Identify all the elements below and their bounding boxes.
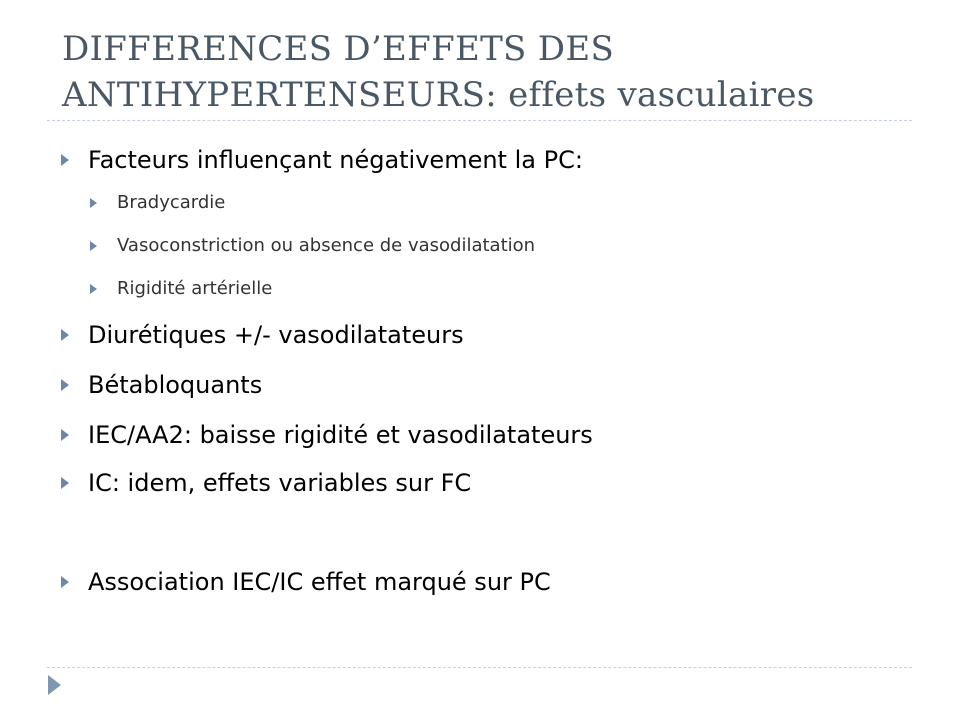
triangle-marker-icon xyxy=(48,675,61,695)
triangle-bullet-icon xyxy=(61,379,69,391)
triangle-bullet-icon xyxy=(90,284,97,294)
slide-title-line-2: ANTIHYPERTENSEURS: effets vasculaires xyxy=(62,75,815,115)
sub-bullet-item xyxy=(117,191,225,215)
triangle-bullet-icon xyxy=(61,329,69,341)
bullet-text: Diurétiques +/- vasodilatateurs xyxy=(88,321,464,349)
bullet-text: IC: idem, effets variables sur FC xyxy=(88,469,472,497)
bullet-text: Facteurs influençant négativement la PC: xyxy=(88,146,583,174)
sub-bullet-text: Bradycardie xyxy=(117,192,226,213)
bullet-text: Bétabloquants xyxy=(88,371,263,399)
bullet-text: IEC/AA2: baisse rigidité et vasodilatateurs xyxy=(88,421,593,449)
triangle-bullet-icon xyxy=(90,198,97,208)
slide-title-line-1: DIFFERENCES D’EFFETS DES xyxy=(62,29,615,69)
sub-bullet-text: Vasoconstriction ou absence de vasodilatation xyxy=(117,235,536,256)
sub-bullet-text: Rigidité artérielle xyxy=(117,278,273,299)
bullet-item xyxy=(88,370,262,400)
triangle-bullet-icon xyxy=(90,241,97,251)
bullet-item xyxy=(88,420,593,450)
bullet-item xyxy=(88,567,551,597)
triangle-bullet-icon xyxy=(61,576,69,588)
footer-divider xyxy=(47,667,912,668)
bullet-item xyxy=(88,320,464,350)
triangle-bullet-icon xyxy=(61,429,69,441)
bullet-item xyxy=(88,145,583,175)
bullet-item xyxy=(88,468,471,498)
triangle-bullet-icon xyxy=(61,154,69,166)
sub-bullet-item xyxy=(117,277,272,301)
bullet-text: Association IEC/IC effet marqué sur PC xyxy=(88,568,551,596)
sub-bullet-item xyxy=(117,234,535,258)
triangle-bullet-icon xyxy=(61,477,69,489)
